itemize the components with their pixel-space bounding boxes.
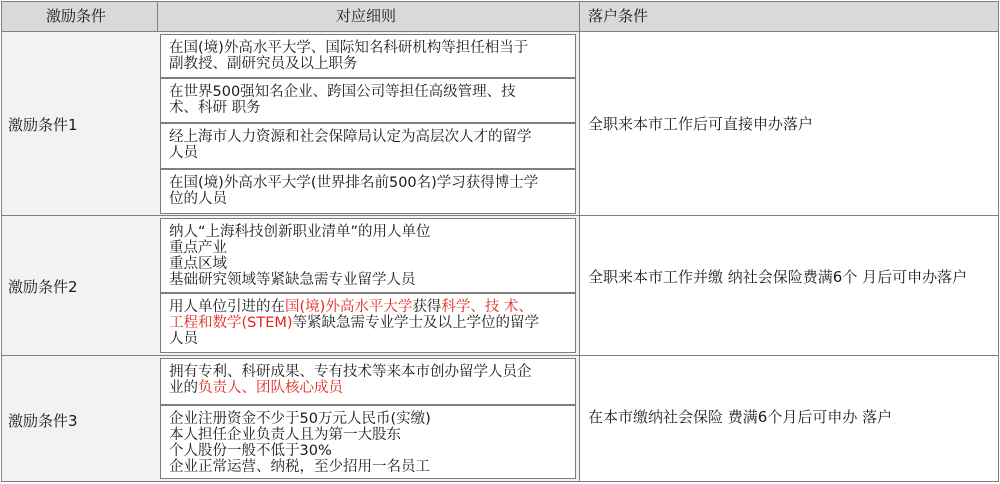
rule-text: 企业注册资金不少于50万元人民币(实缴) xyxy=(169,411,431,427)
condition-label: 激励条件2 xyxy=(8,278,78,296)
settlement-cell: 全职来本市工作后可直接申办落户 xyxy=(580,32,998,216)
highlight-text: 负责人、团队核心成员 xyxy=(198,380,343,396)
rule-text: 在国(境)外高水平大学、国际知名科研机构等担任相当于 xyxy=(169,40,529,56)
rule-text: 企业正常运营、纳税，至少招用一名员工 xyxy=(169,459,430,475)
rule-cell xyxy=(160,169,576,214)
rule-text-part: 获得 xyxy=(412,299,442,315)
rule-cell xyxy=(160,78,576,123)
incentive-table xyxy=(1,1,999,482)
rule-text: 在世界500强知名企业、跨国公司等担任高级管理、技 xyxy=(169,84,516,100)
rule-text: 在国(境)外高水平大学(世界排名前500名)学习获得博士学 xyxy=(169,175,539,191)
rule-text: 个人股份一般不低于30% xyxy=(169,443,332,459)
condition-label: 激励条件1 xyxy=(8,116,78,134)
highlight-text: 科学、技 术、 xyxy=(441,299,533,315)
header-incentive-condition: 激励条件 xyxy=(46,7,107,25)
rule-cell xyxy=(160,218,576,293)
rule-text xyxy=(169,315,567,331)
rule-text xyxy=(169,380,567,396)
rule-text-part: 用人单位引进的在 xyxy=(169,299,285,315)
column-divider xyxy=(579,216,580,355)
header-divider xyxy=(579,2,580,31)
rule-text: 纳人“上海科技创新职业清单”的用人单位 xyxy=(169,224,431,240)
rule-text-part: 等紧缺急需专业学士及以上学位的留学 xyxy=(292,315,540,331)
rule-cell xyxy=(160,293,576,353)
header-settlement-condition: 落户条件 xyxy=(588,7,649,25)
rule-text xyxy=(169,299,567,315)
rule-text: 经上海市人力资源和社会保障局认定为高层次人才的留学 xyxy=(169,129,532,145)
condition-label: 激励条件3 xyxy=(8,412,78,430)
rule-text: 人员 xyxy=(169,145,198,161)
rule-cell xyxy=(160,123,576,169)
highlight-text: 国(境)外高水平大学 xyxy=(285,299,413,315)
settlement-cell: 在本市缴纳社会保险 费满6个月后可申办 落户 xyxy=(580,356,998,481)
rule-text: 术、科研 职务 xyxy=(169,100,261,116)
rule-text: 人员 xyxy=(169,331,198,347)
rule-cell xyxy=(160,358,576,405)
highlight-text: 工程和数学(STEM) xyxy=(169,315,293,331)
rule-cell xyxy=(160,405,576,479)
table-row-condition-3 xyxy=(2,356,998,481)
rule-text: 基础研究领域等紧缺急需专业留学人员 xyxy=(169,272,416,288)
rule-text: 位的人员 xyxy=(169,191,227,207)
rule-text-part: 业的 xyxy=(169,380,198,396)
rule-cell xyxy=(160,34,576,78)
table-header xyxy=(2,2,998,32)
rule-text: 重点产业 xyxy=(169,240,227,256)
column-divider xyxy=(579,356,580,481)
rule-text: 重点区域 xyxy=(169,256,227,272)
rule-text: 拥有专利、科研成果、专有技术等来本市创办留学人员企 xyxy=(169,364,532,380)
settlement-cell: 全职来本市工作并缴 纳社会保险费满6个 月后可申办落户 xyxy=(580,216,998,355)
table-row-condition-2 xyxy=(2,216,998,355)
rule-text: 副教授、副研究员及以上职务 xyxy=(169,56,358,72)
header-divider xyxy=(157,2,158,31)
rule-text: 本人担任企业负责人且为第一大股东 xyxy=(169,427,401,443)
table-row-condition-1 xyxy=(2,32,998,216)
column-divider xyxy=(579,32,580,216)
header-rules: 对应细则 xyxy=(336,7,397,25)
